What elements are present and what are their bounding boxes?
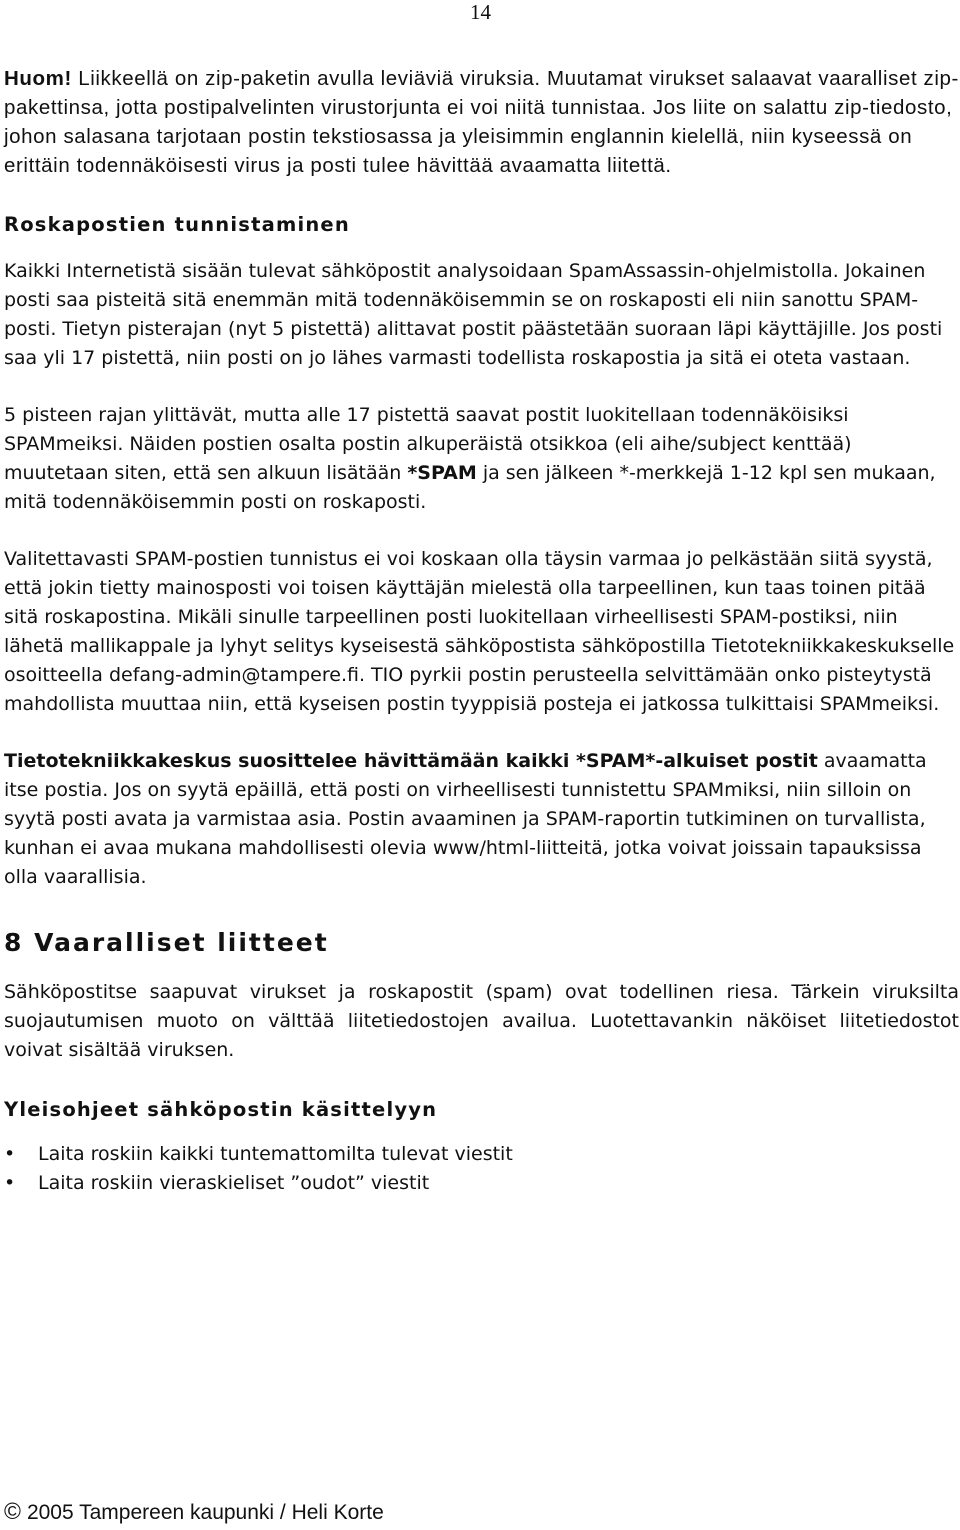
- spam-recommendation: Tietotekniikkakeskus suosittelee hävittämään kaikki *SPAM*-alkuiset postit: [4, 750, 818, 772]
- notice-text: Liikkeellä on zip-paketin avulla leviäviä viruksia. Muutamat virukset salaavat vaaralliset zip-pakettinsa, jotta postipalvelinten virustorjunta ei voi niitä tunnistaa. Jos liite on salattu zip-tiedosto, johon salasana tarjotaan postin tekstiosassa ja yleisimmin englannin kielellä, niin kyseessä on erittäin todennäköisesti virus ja posti tulee hävittää avaamatta liitettä.: [4, 67, 959, 177]
- chapter-heading-attachments: 8 Vaaralliset liitteet: [4, 928, 329, 957]
- spam-paragraph-4: [4, 747, 959, 892]
- spam-paragraph-3: Valitettavasti SPAM-postien tunnistus ei voi koskaan olla täysin varmaa jo pelkästään siitä syystä, että jokin tietty mainosposti voi toisen käyttäjän mielestä olla tarpeellinen, kun taas toinen pitää sitä roskapostina. Mikäli sinulle tarpeellinen posti luokitellaan virheellisesti SPAM-postiksi, niin lähetä mallikappale ja lyhyt selitys kyseisestä sähköpostista sähköpostilla Tietotekniikkakeskukselle osoitteella defang-admin@tampere.fi. TIO pyrkii postin perusteella selvittämään onko pisteytystä mahdollista muuttaa niin, että kyseisen postin tyyppisiä posteja ei jatkossa tulkittaisi SPAMmeiksi.: [4, 548, 955, 715]
- bullet-icon: •: [4, 1172, 16, 1194]
- bullet-icon: •: [4, 1143, 16, 1165]
- guidelines-list: [4, 1140, 959, 1198]
- document-body: [4, 64, 959, 1198]
- attachments-paragraph: Sähköpostitse saapuvat virukset ja roskapostit (spam) ovat todellinen riesa. Tärkein viruksilta suojautumisen muoto on välttää liitetiedostojen availua. Luotettavankin näköiset liitetiedostot voivat sisältää viruksen.: [4, 981, 959, 1061]
- copyright-icon: ©: [4, 1498, 21, 1524]
- notice-lead: Huom!: [4, 67, 72, 90]
- list-item-text: Laita roskiin kaikki tuntemattomilta tulevat viestit: [38, 1143, 513, 1165]
- spam-paragraph-2-rest: ja sen jälkeen *-merkkejä 1-12 kpl sen mukaan, mitä todennäköisemmin posti on roskaposti.: [4, 462, 936, 513]
- list-item: [4, 1169, 959, 1198]
- spam-paragraph-4-text: avaamatta itse postia. Jos on syytä epäillä, että posti on virheellisesti tunnistettu SPAMmiksi, niin silloin on syytä posti avata ja varmistaa asia. Postin avaaminen ja SPAM-raportin tutkiminen on turvallista, kunhan ei avaa mukana mahdollisesti olevia www/html-liitteitä, jotka voivat joissain tapauksissa olla vaarallisia.: [4, 750, 927, 888]
- page-number: 14: [470, 0, 491, 24]
- spam-paragraph-1: Kaikki Internetistä sisään tulevat sähköpostit analysoidaan SpamAssassin-ohjelmistolla. Jokainen posti saa pisteitä sitä enemmän mitä todennäköisemmin se on roskaposti eli niin sanottu SPAM-posti. Tietyn pisterajan (nyt 5 pistettä) alittavat postit päästetään suoraan läpi käyttäjille. Jos posti saa yli 17 pistettä, niin posti on jo lähes varmasti todellista roskapostia ja sitä ei oteta vastaan.: [4, 260, 943, 369]
- spam-paragraph-2: [4, 401, 959, 517]
- virus-notice: [4, 64, 959, 180]
- spam-paragraph-2-text: 5 pisteen rajan ylittävät, mutta alle 17 pistettä saavat postit luokitellaan todennäköisiksi SPAMmeiksi. Näiden postien osalta postin alkuperäistä otsikkoa (eli aihe/subject kenttää) muutetaan siten, että sen alkuun lisätään: [4, 404, 852, 484]
- list-item-text: Laita roskiin vieraskieliset ”oudot” viestit: [38, 1172, 430, 1194]
- footer-text: 2005 Tampereen kaupunki / Heli Korte: [26, 1501, 384, 1524]
- list-item: [4, 1140, 959, 1169]
- page-footer: [4, 1498, 384, 1525]
- spam-tag-label: *SPAM: [407, 462, 477, 484]
- guidelines-heading: Yleisohjeet sähköpostin käsittelyyn: [4, 1098, 438, 1121]
- section-heading-spam: Roskapostien tunnistaminen: [4, 213, 350, 236]
